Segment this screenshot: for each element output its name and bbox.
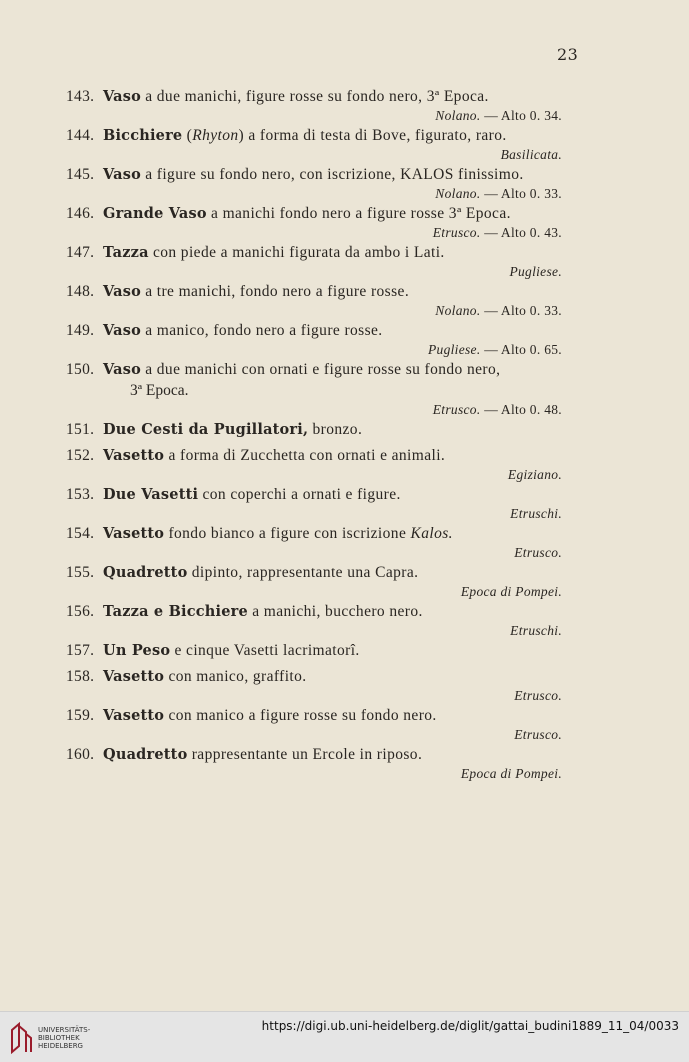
entry-title: Grande Vaso <box>103 205 207 222</box>
entry-provenance <box>66 687 562 705</box>
entry-title: Vasetto <box>103 668 165 685</box>
entry-description: a manichi, bucchero nero. <box>247 603 423 620</box>
catalog-entry <box>66 666 562 705</box>
entry-number: 144. <box>66 127 95 144</box>
entry-title: Vasetto <box>103 525 165 542</box>
entry-title: Due Cesti da Pugillatori, <box>103 421 309 438</box>
entry-number: 159. <box>66 707 95 724</box>
source-url-link[interactable]: https://digi.ub.uni-heidelberg.de/diglit/gattai_budini1889_11_04/0033 <box>261 1019 679 1033</box>
entry-title: Vaso <box>103 361 141 378</box>
entry-origin: Egiziano. <box>507 467 562 482</box>
entry-line <box>66 242 562 263</box>
library-name-line: BIBLIOTHEK <box>38 1034 80 1042</box>
catalog-entry <box>66 320 562 359</box>
entry-description: fondo bianco a figure con iscrizione Kalos. <box>164 525 453 542</box>
entry-origin: Epoca di Pompei. <box>460 584 562 599</box>
entry-line <box>66 203 562 224</box>
entry-origin: Etrusco. <box>514 727 562 742</box>
catalog-entry <box>66 705 562 744</box>
entry-description: a due manichi con ornati e figure rosse su fondo nero, <box>140 361 501 378</box>
catalog-entry <box>66 419 562 445</box>
entry-origin: Etrusco. <box>514 688 562 703</box>
entry-description: bronzo. <box>308 421 363 438</box>
catalog-entry <box>66 125 562 164</box>
entry-origin: Etruschi. <box>510 506 562 521</box>
entry-description: a due manichi, figure rosse su fondo nero, 3ª Epoca. <box>140 88 489 105</box>
entry-origin: Nolano. <box>435 303 481 318</box>
library-logo-icon <box>9 1022 33 1054</box>
entry-provenance <box>66 185 562 203</box>
entry-origin: Etrusco. <box>432 402 481 417</box>
entry-line <box>66 523 562 544</box>
entry-description: a manichi fondo nero a figure rosse 3ª Epoca. <box>206 205 511 222</box>
entry-number: 151. <box>66 421 95 438</box>
entry-dimension: — Alto 0. 33. <box>480 186 562 201</box>
entry-provenance <box>66 302 562 320</box>
entry-provenance <box>66 726 562 744</box>
entry-number: 152. <box>66 447 95 464</box>
page-number: 23 <box>557 45 579 64</box>
entry-origin: Pugliese. <box>427 342 481 357</box>
entry-number: 158. <box>66 668 95 685</box>
entry-origin: Etrusco. <box>514 545 562 560</box>
catalog-entry <box>66 640 562 666</box>
entry-description: a figure su fondo nero, con iscrizione, KALOS finissimo. <box>140 166 524 183</box>
entry-description: con piede a manichi figurata da ambo i Lati. <box>148 244 445 261</box>
entry-line <box>66 164 562 185</box>
entry-description: a tre manichi, fondo nero a figure rosse. <box>140 283 410 300</box>
entry-provenance <box>66 466 562 484</box>
entry-number: 156. <box>66 603 95 620</box>
entry-number: 160. <box>66 746 95 763</box>
entry-number: 147. <box>66 244 95 261</box>
catalog-entry <box>66 523 562 562</box>
entry-provenance <box>66 583 562 601</box>
catalog-entry <box>66 281 562 320</box>
entry-number: 153. <box>66 486 95 503</box>
entry-title: Tazza <box>103 244 149 261</box>
entry-origin: Etrusco. <box>432 225 481 240</box>
entry-provenance <box>66 224 562 242</box>
entry-provenance <box>66 146 562 164</box>
entry-origin: Nolano. <box>435 108 481 123</box>
entry-title: Bicchiere <box>103 127 183 144</box>
catalog-entry <box>66 562 562 601</box>
entry-title: Un Peso <box>103 642 171 659</box>
entry-dimension: — Alto 0. 65. <box>480 342 562 357</box>
catalog-entry <box>66 359 562 419</box>
entry-title: Tazza e Bicchiere <box>103 603 248 620</box>
entry-dimension: — Alto 0. 34. <box>480 108 562 123</box>
entry-provenance <box>66 263 562 281</box>
entry-description: con manico, graffito. <box>164 668 307 685</box>
entry-title: Due Vasetti <box>103 486 199 503</box>
entry-provenance <box>66 107 562 125</box>
entry-line <box>66 281 562 302</box>
library-name-line: UNIVERSITÄTS- <box>38 1026 91 1034</box>
entry-number: 155. <box>66 564 95 581</box>
entry-number: 143. <box>66 88 95 105</box>
entry-number: 154. <box>66 525 95 542</box>
entry-provenance <box>66 544 562 562</box>
entry-provenance <box>66 505 562 523</box>
entry-number: 150. <box>66 361 95 378</box>
entry-line <box>66 562 562 583</box>
entry-origin: Basilicata. <box>500 147 562 162</box>
entry-number: 148. <box>66 283 95 300</box>
entry-origin: Etruschi. <box>510 623 562 638</box>
entry-dimension: — Alto 0. 48. <box>480 402 562 417</box>
library-logo-text <box>38 1026 90 1050</box>
entry-line <box>66 125 562 146</box>
entry-line <box>66 320 562 341</box>
library-name-line: HEIDELBERG <box>38 1042 83 1050</box>
entry-provenance <box>66 765 562 783</box>
entry-description: (Rhyton) a forma di testa di Bove, figurato, raro. <box>182 127 507 144</box>
footer-bar <box>0 1011 689 1062</box>
catalog-entry <box>66 164 562 203</box>
entry-line <box>66 419 562 440</box>
entry-line <box>66 601 562 622</box>
entry-dimension: — Alto 0. 43. <box>480 225 562 240</box>
entry-line <box>66 86 562 107</box>
entry-number: 146. <box>66 205 95 222</box>
entry-origin: Nolano. <box>435 186 481 201</box>
entry-title: Quadretto <box>103 564 188 581</box>
entry-description: con manico a figure rosse su fondo nero. <box>164 707 437 724</box>
entry-description: dipinto, rappresentante una Capra. <box>187 564 419 581</box>
entry-origin: Pugliese. <box>509 264 562 279</box>
catalog-entries <box>66 86 562 783</box>
entry-line <box>66 666 562 687</box>
entry-title: Vasetto <box>103 707 165 724</box>
catalog-entry <box>66 484 562 523</box>
entry-title: Vaso <box>103 283 141 300</box>
entry-title: Vaso <box>103 88 141 105</box>
entry-line <box>66 484 562 505</box>
catalog-entry <box>66 86 562 125</box>
catalog-entry <box>66 203 562 242</box>
entry-description: con coperchi a ornati e figure. <box>198 486 401 503</box>
entry-line <box>66 640 562 661</box>
entry-description: a manico, fondo nero a figure rosse. <box>140 322 383 339</box>
entry-line <box>66 744 562 765</box>
entry-origin: Epoca di Pompei. <box>460 766 562 781</box>
entry-provenance <box>66 401 562 419</box>
catalog-entry <box>66 744 562 783</box>
entry-description: rappresentante un Ercole in riposo. <box>187 746 423 763</box>
entry-title: Vaso <box>103 322 141 339</box>
entry-number: 157. <box>66 642 95 659</box>
catalog-entry <box>66 601 562 640</box>
entry-dimension: — Alto 0. 33. <box>480 303 562 318</box>
entry-number: 145. <box>66 166 95 183</box>
entry-description: a forma di Zucchetta con ornati e animali. <box>164 447 446 464</box>
entry-title: Quadretto <box>103 746 188 763</box>
entry-line <box>66 705 562 726</box>
entry-line <box>66 359 562 380</box>
entry-continuation: 3ª Epoca. <box>130 382 189 399</box>
catalog-entry <box>66 242 562 281</box>
entry-provenance <box>66 622 562 640</box>
entry-number: 149. <box>66 322 95 339</box>
entry-description: e cinque Vasetti lacrimatorî. <box>170 642 360 659</box>
entry-title: Vasetto <box>103 447 165 464</box>
entry-title: Vaso <box>103 166 141 183</box>
entry-provenance <box>66 341 562 359</box>
entry-line <box>66 445 562 466</box>
catalog-entry <box>66 445 562 484</box>
